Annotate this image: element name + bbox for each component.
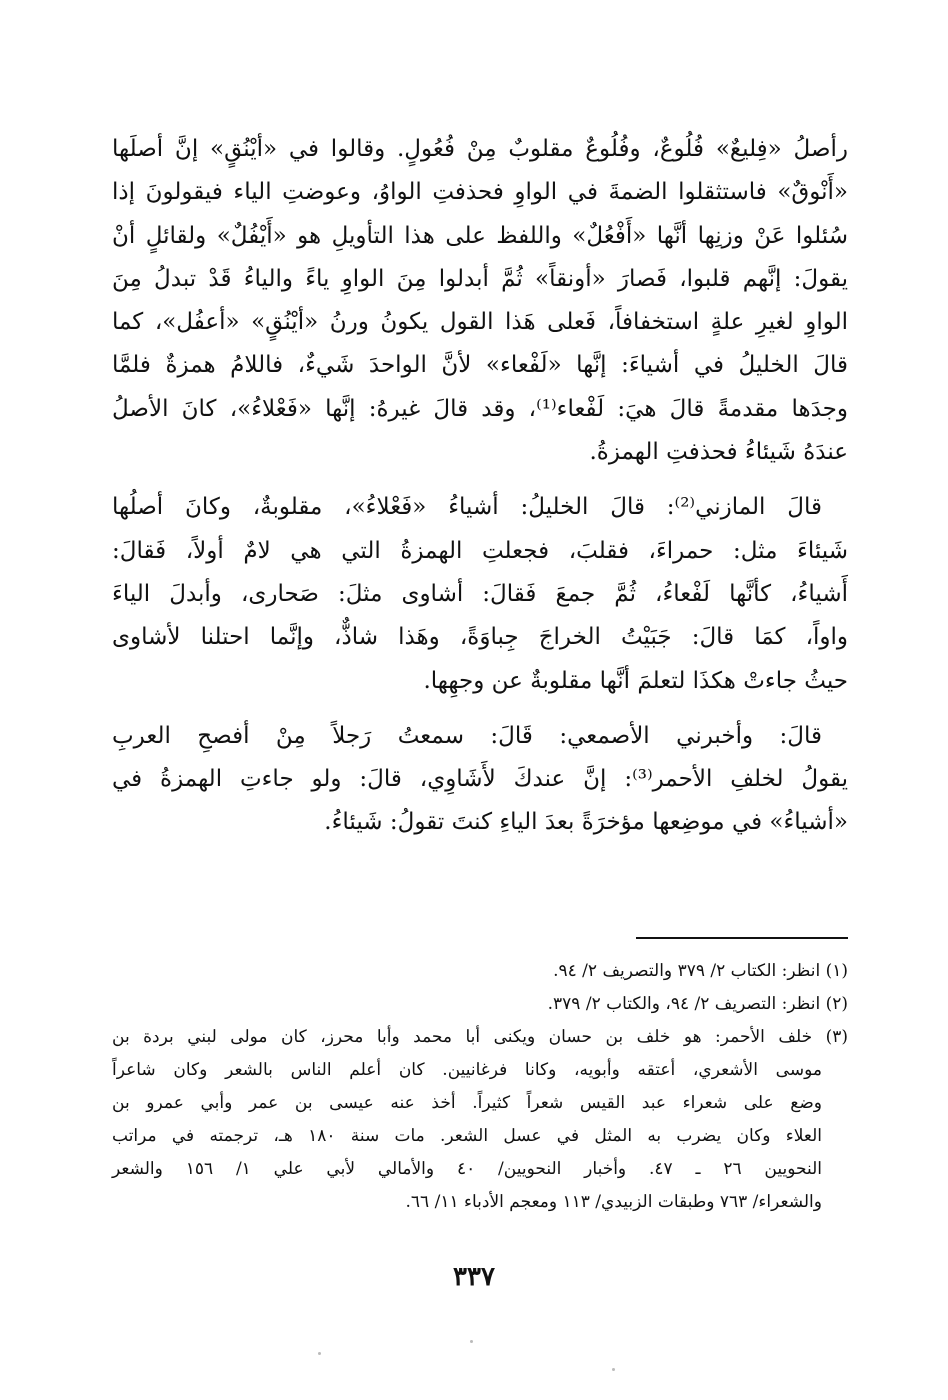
text-line: أَشياءُ، كأنَّها لَفْعاءُ، ثُمَّ جمعَ فَقالَ: أشاوى مثلَ: صَحارى، وأبدلَ الياءَ <box>112 580 848 607</box>
scan-speck <box>470 1340 473 1343</box>
text-line: شَيئاءَ مثل: حمراءَ، فقلبَ، فجعلتِ الهمزةُ التي هي لامٌ أولاً، فَقالَ: <box>112 537 848 564</box>
footnote <box>112 955 848 988</box>
text-line: وجدَها مقدمةً قالَ هيَ: لَفْعاء⁽¹⁾، وقد قالَ غيرهُ: إنَّها «فَعْلاءُ»، كانَ الأصلُ <box>112 395 848 422</box>
text-line: قالَ: وأخبرني الأصمعي: قَالَ: سمعتُ رَجلاً مِنْ أفصحِ العربِ <box>112 722 822 749</box>
text-line: واواً، كمَا قالَ: جَبَيْتُ الخراجَ جِباوَةً، وهَذا شاذٌّ، وإنَّما احتلنا لأشاوى <box>112 624 848 651</box>
paragraph <box>112 486 848 702</box>
footnote-line: (١) انظر: الكتاب ٢/ ٣٧٩ والتصريف ٢/ ٩٤. <box>553 961 848 981</box>
main-text <box>112 128 848 845</box>
text-line: عندَهُ شَيئاءُ فحذفتِ الهمزةُ. <box>589 439 848 466</box>
paragraph-gap <box>112 474 848 486</box>
text-line: قالَ الخليلُ في أشياءَ: إنَّها «لَفْعاء» لأنَّ الواحدَ شَيءٌ، فاللامُ همزةٌ فلمَّا <box>112 352 848 379</box>
text-line: «أشياءُ» في موضِعها مؤخرَةً بعدَ الياءِ كنتَ تقولُ: شَيئاءُ. <box>324 809 848 836</box>
paragraph <box>112 128 848 474</box>
text-line: الواوِ لغيرِ علةٍ استخفافاً، فَعلى هَذا القول يكونُ ورنُ «أيْنُقٍ» «أعفُل»، كما <box>112 309 848 336</box>
text-line: قالَ المازني⁽²⁾: قالَ الخليلُ: أشياءُ «فَعْلاءُ»، مقلوبةٌ، وكانَ أصلُها <box>112 494 822 521</box>
text-line: يقولَ: إنَّهم قلبوا، فَصارَ «أونقاً» ثُمَّ أبدلوا مِنَ الواوِ ياءً والياءُ قَدْ تبدلُ مِنَ <box>112 265 848 292</box>
text-line: يقولُ لخلفِ الأحمر⁽³⁾: إنَّ عندكَ لأَشَاوِي، قالَ: ولو جاءتِ الهمزةُ في <box>112 766 849 793</box>
page-number: ٣٣٧ <box>453 1262 495 1292</box>
footnote-line: (٣) خلف الأحمر: هو خلف بن حسان ويكنى أبا محمد وأبا محرز، كان مولى لبني بردة بن <box>112 1027 848 1047</box>
text-line: رأصلُ «فِليعٌ» فُلُوعٌ، وفُلُوعٌ مقلوبٌ مِنْ فُعُولٍ. وقالوا في «أيْنُقٍ» إنَّ أصلَها <box>112 136 848 162</box>
paragraph-gap <box>112 703 848 715</box>
footnote-line: (٢) انظر: التصريف ٢/ ٩٤، والكتاب ٢/ ٣٧٩. <box>547 994 848 1014</box>
scan-speck <box>318 1352 321 1355</box>
footnote-line: النحويين ٢٦ ـ ٤٧. وأخبار النحويين/ ٤٠ والأمالي لأبي علي ١/ ١٥٦ والشعر <box>112 1159 822 1179</box>
footnote-line: موسى الأشعري، أعتقه وأبويه، وكانا فرغانيين. كان أعلم الناس بالشعر وكان شاعراً <box>112 1060 822 1080</box>
text-line: «أَنْوقٌ» فاستثقلوا الضمةَ في الواوِ فحذفتِ الواوُ، وعوضتِ الياء فيقولونَ إذا <box>112 179 849 206</box>
footnote-line: والشعراء/ ٧٦٣ وطبقات الزبيدي/ ١١٣ ومعجم الأدباء ١١/ ٦٦. <box>405 1192 822 1212</box>
footnote-line: وضع على شعراء عبد القيس شعراً كثيراً. أخذ عنه عيسى بن عمر وأبي عمرو بن <box>112 1093 822 1113</box>
scan-speck <box>612 1368 615 1371</box>
footnote <box>112 1021 848 1219</box>
footnote-line: العلاء وكان يضرب به المثل في عسل الشعر. مات سنة ١٨٠ هـ، ترجمته في مراتب <box>112 1126 822 1146</box>
text-line: حيثُ جاءتْ هكذَا لتعلمَ أنَّها مقلوبةٌ عن وجهِها. <box>423 667 848 694</box>
footnote-divider <box>636 937 848 939</box>
footnotes <box>112 955 848 1219</box>
text-line: سُئلوا عَنْ وزنِها أنَّها «أَفْعُلٌ» واللفظ على هذا التأويلِ هو «أَيْفُلٌ» ولقائلٍ أنْ <box>112 222 848 249</box>
footnote <box>112 988 848 1021</box>
paragraph <box>112 715 848 845</box>
